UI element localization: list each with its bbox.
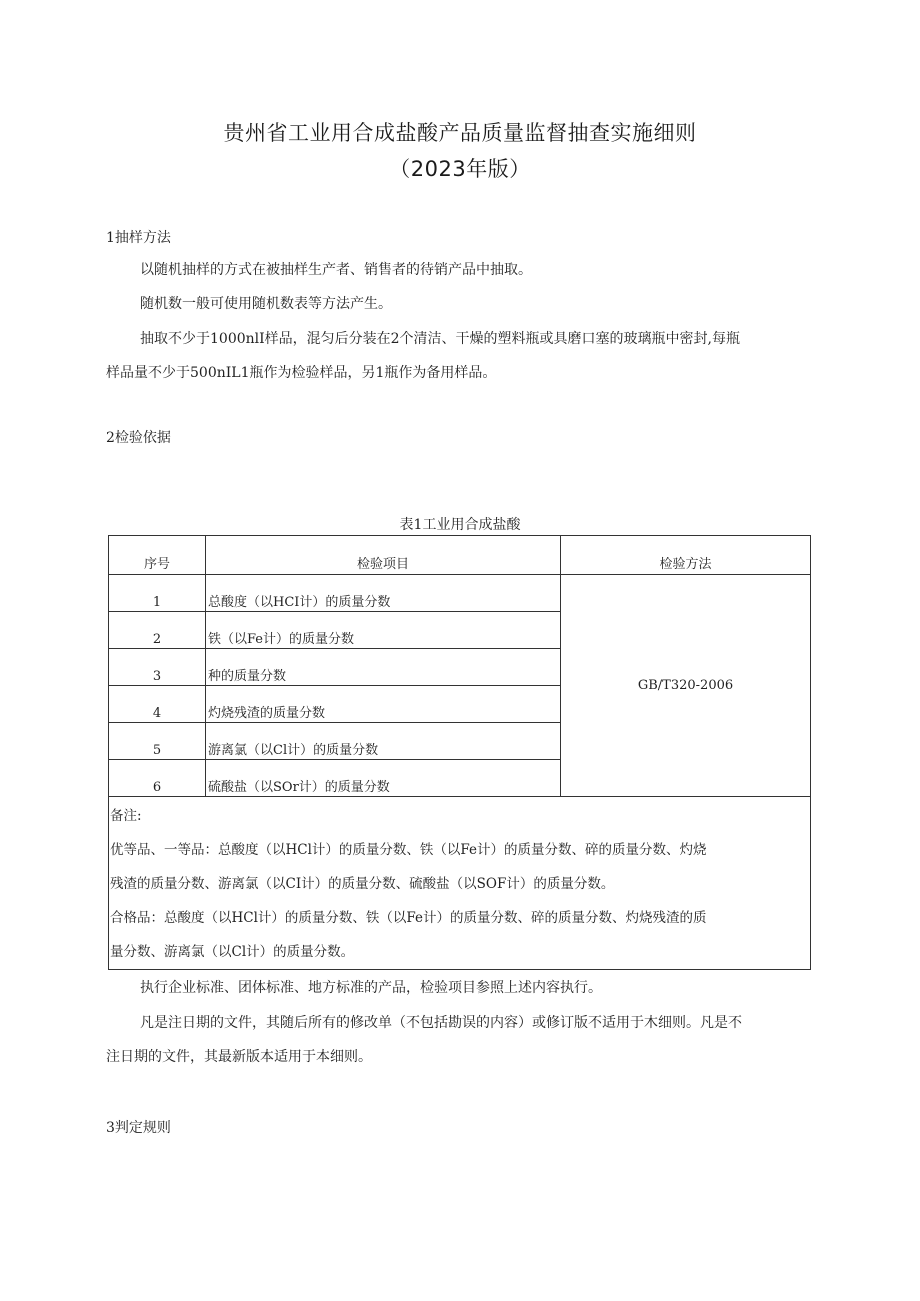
- notes-cell: [109, 797, 811, 970]
- row-item: 游离氯（以Cl计）的质量分数: [206, 723, 561, 760]
- section-2-heading: 2检验依据: [106, 430, 171, 446]
- row-number: 3: [109, 649, 206, 686]
- row-number: 1: [109, 575, 206, 612]
- notes-line: 优等品、一等品：总酸度（以HCl计）的质量分数、铁（以Fe计）的质量分数、碎的质量分数、灼烧: [110, 842, 707, 858]
- header-inspection-method: 检验方法: [561, 536, 811, 575]
- section-1-paragraph-1: 以随机抽样的方式在被抽样生产者、销售者的待销产品中抽取。: [140, 262, 532, 278]
- notes-line: 合格品：总酸度（以HCl计）的质量分数、铁（以Fe计）的质量分数、碎的质量分数、灼烧残渣的质: [110, 910, 707, 926]
- notes-line: 量分数、游离氯（以Cl计）的质量分数。: [110, 944, 355, 960]
- section-1-paragraph-3-line-2: 样品量不少于500nIL1瓶作为检验样品，另1瓶作为备用样品。: [106, 365, 497, 381]
- inspection-table: [108, 535, 811, 970]
- table-row: [109, 575, 811, 612]
- header-inspection-item: 检验项目: [206, 536, 561, 575]
- row-number: 6: [109, 760, 206, 797]
- row-item: 灼烧残渣的质量分数: [206, 686, 561, 723]
- section-2-paragraph-2-line-1: 凡是注日期的文件，其随后所有的修改单（不包括勘误的内容）或修订版不适用于木细则。凡是不: [140, 1015, 742, 1031]
- section-1-paragraph-2: 随机数一般可使用随机数表等方法产生。: [140, 296, 392, 312]
- method-cell: GB/T320-2006: [561, 575, 811, 797]
- document-subtitle-year: （2023年版）: [389, 157, 531, 181]
- table-notes-row: [109, 797, 811, 970]
- section-2-paragraph-1: 执行企业标准、团体标准、地方标准的产品，检验项目参照上述内容执行。: [140, 980, 602, 996]
- notes-label: 备注:: [110, 808, 142, 824]
- document-title: 贵州省工业用合成盐酸产品质量监督抽查实施细则: [223, 121, 697, 145]
- row-item: 铁（以Fe计）的质量分数: [206, 612, 561, 649]
- row-item: 总酸度（以HCI计）的质量分数: [206, 575, 561, 612]
- header-serial-no: 序号: [109, 536, 206, 575]
- section-2-paragraph-2-line-2: 注日期的文件，其最新版本适用于本细则。: [106, 1049, 372, 1065]
- notes-line: 残渣的质量分数、游离氯（以CI计）的质量分数、硫酸盐（以SOF计）的质量分数。: [110, 876, 615, 892]
- table-header-row: [109, 536, 811, 575]
- row-number: 5: [109, 723, 206, 760]
- row-number: 2: [109, 612, 206, 649]
- row-item: 种的质量分数: [206, 649, 561, 686]
- table-caption: 表1工业用合成盐酸: [399, 517, 521, 533]
- row-item: 硫酸盐（以SOr计）的质量分数: [206, 760, 561, 797]
- row-number: 4: [109, 686, 206, 723]
- section-1-paragraph-3-line-1: 抽取不少于1000nlI样品，混匀后分装在2个清洁、干燥的塑料瓶或具磨口塞的玻璃瓶中密封,每瓶: [140, 331, 741, 347]
- section-3-heading: 3判定规则: [106, 1120, 171, 1136]
- section-1-heading: 1抽样方法: [106, 230, 171, 246]
